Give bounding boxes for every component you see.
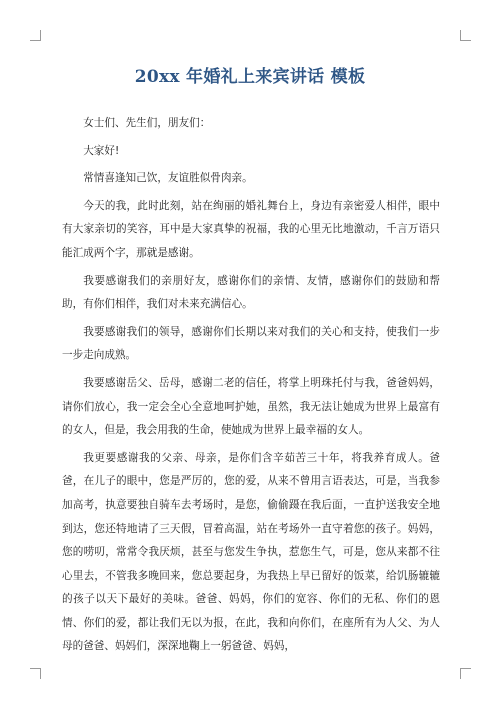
corner-mark-bottom-left [30,668,41,679]
paragraph: 我更要感谢我的父亲、母亲，是你们含辛茹苦三十年，将我养育成人。爸爸，在儿子的眼中，您是严厉的，您的爱，从来不曾用言语表达，可是，当我参加高考，执意要独自骑车去考场时，是您，偷偷蹑在我后面，一直护送我安全地到达，您还特地请了三天假，冒着高温，站在考场外一直守着您的孩子。妈妈，您的唠叨，常常令我厌烦，甚至与您发生争执，惹您生气，可是，您从来都不往心里去，不管我多晚回来，您总要起身，为我热上早已留好的饭菜，给饥肠辘辘的孩子以天下最好的美味。爸爸、妈妈，你们的宽容、你们的无私、你们的恩情、你们的爱，都让我们无以为报，在此，我和向你们，在座所有为人父、为人母的爸爸、妈妈们，深深地鞠上一躬爸爸、妈妈， [62,451,440,653]
paragraph: 我要感谢岳父、岳母，感谢二老的信任，将掌上明珠托付与我，爸爸妈妈，请你们放心，我一定会全心全意地呵护她，虽然，我无法让她成为世界上最富有的女人，但是，我会用我的生命，使她成为世界上最幸福的女人。 [62,376,440,437]
document-body [62,112,440,663]
salutation: 女士们、先生们，朋友们： [83,117,211,129]
paragraph: 我要感谢我们的亲朋好友，感谢你们的亲情、友情，感谢你们的鼓励和帮助，有你们相伴，我们对未来充满信心。 [62,274,440,311]
corner-mark-top-right [460,30,471,41]
greeting: 大家好! [83,144,120,157]
document-title: 20xx 年婚礼上来宾讲话 模板 [134,67,366,87]
paragraph: 常情喜逢知己饮，友谊胜似骨肉亲。 [83,172,253,185]
corner-mark-bottom-right [460,668,471,679]
corner-mark-top-left [30,30,41,41]
paragraph: 我要感谢我们的领导，感谢你们长期以来对我们的关心和支持，使我们一步一步走向成熟。 [62,325,440,362]
paragraph: 今天的我，此时此刻，站在绚丽的婚礼舞台上，身边有亲密爱人相伴，眼中有大家亲切的笑容，耳中是大家真挚的祝福，我的心里无比地激动，千言万语只能汇成两个字，那就是感谢。 [62,199,440,259]
